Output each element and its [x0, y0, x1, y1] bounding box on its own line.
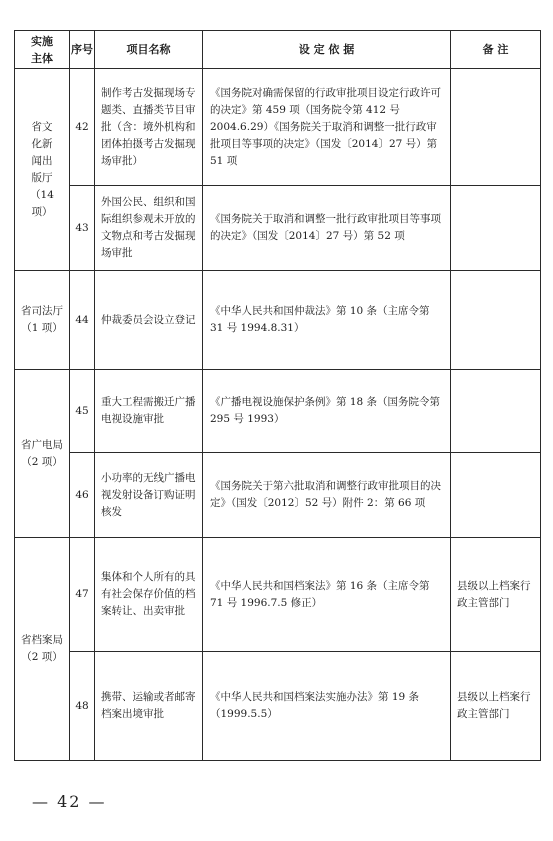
table-row: [15, 271, 541, 370]
legal-basis: 《中华人民共和国仲裁法》第 10 条（主席令第 31 号 1994.8.31）: [203, 271, 451, 370]
table-row: [15, 453, 541, 538]
item-name: 携带、运输或者邮寄档案出境审批: [95, 652, 203, 761]
table-header-row: [15, 31, 541, 69]
remark: [451, 271, 541, 370]
legal-basis: 《国务院关于取消和调整一批行政审批项目等事项的决定》（国发〔2014〕27 号）第 52 项: [203, 186, 451, 271]
header-entity: 实施主体: [15, 31, 70, 69]
remark: [451, 453, 541, 538]
legal-basis: 《国务院关于第六批取消和调整行政审批项目的决定》（国发〔2012〕52 号）附件 2：第 66 项: [203, 453, 451, 538]
legal-basis: 《中华人民共和国档案法》第 16 条（主席令第 71 号 1996.7.5 修正）: [203, 538, 451, 652]
remark: [451, 69, 541, 186]
header-no: 序号: [70, 31, 95, 69]
row-no: 47: [70, 538, 95, 652]
table-row: [15, 652, 541, 761]
row-no: 42: [70, 69, 95, 186]
header-basis: 设 定 依 据: [203, 31, 451, 69]
entity-cell-broadcast: 省广电局（2 项）: [15, 370, 70, 538]
table-row: [15, 186, 541, 271]
page-number: — 42 —: [32, 792, 107, 811]
legal-basis: 《国务院对确需保留的行政审批项目设定行政许可的决定》第 459 项（国务院令第 412 号 2004.6.29）《国务院关于取消和调整一批行政审批项目等事项的决定》（国发〔2014〕27 号）第 51 项: [203, 69, 451, 186]
item-name: 制作考古发掘现场专题类、直播类节目审批（含：境外机构和团体拍摄考古发掘现场审批）: [95, 69, 203, 186]
item-name: 小功率的无线广播电视发射设备订购证明核发: [95, 453, 203, 538]
approval-items-table: [14, 30, 541, 761]
item-name: 仲裁委员会设立登记: [95, 271, 203, 370]
table-row: [15, 538, 541, 652]
entity-cell-justice: 省司法厅（1 项）: [15, 271, 70, 370]
remark: [451, 370, 541, 453]
item-name: 外国公民、组织和国际组织参观未开放的文物点和考古发掘现场审批: [95, 186, 203, 271]
row-no: 45: [70, 370, 95, 453]
entity-cell-culture: 省文化新闻出版厅（14 项）: [15, 69, 70, 271]
row-no: 48: [70, 652, 95, 761]
table-row: [15, 69, 541, 186]
header-remark: 备 注: [451, 31, 541, 69]
item-name: 重大工程需搬迁广播电视设施审批: [95, 370, 203, 453]
legal-basis: 《广播电视设施保护条例》第 18 条（国务院令第 295 号 1993）: [203, 370, 451, 453]
row-no: 43: [70, 186, 95, 271]
row-no: 44: [70, 271, 95, 370]
legal-basis: 《中华人民共和国档案法实施办法》第 19 条（1999.5.5）: [203, 652, 451, 761]
remark: 县级以上档案行政主管部门: [451, 652, 541, 761]
entity-cell-archives: 省档案局（2 项）: [15, 538, 70, 761]
table-row: [15, 370, 541, 453]
header-name: 项目名称: [95, 31, 203, 69]
row-no: 46: [70, 453, 95, 538]
item-name: 集体和个人所有的具有社会保存价值的档案转让、出卖审批: [95, 538, 203, 652]
remark: [451, 186, 541, 271]
remark: 县级以上档案行政主管部门: [451, 538, 541, 652]
